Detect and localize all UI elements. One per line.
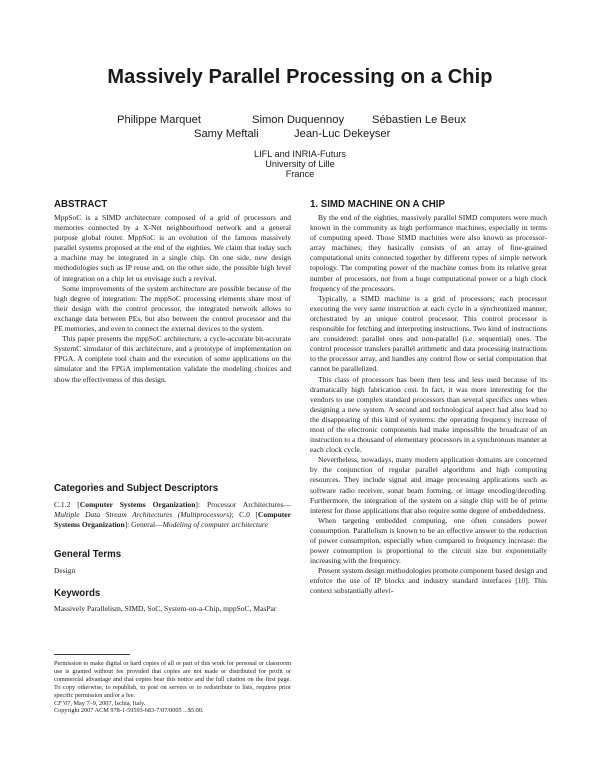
category-subject: Multiple Data Stream Architectures (Multiprocessors): [54, 510, 232, 520]
section-paragraph: This class of processors has been then less and less used because of its dramatically high fabrication cost. In fact, it was more interesting for the vendors to use complex standard processors than several specifics ones when designing a new system. A second and technological aspect had also lead to the disappearing of this kind of systems: the operating frequency increase of most of the electronic components had make impossible the broadcast of an instruction to a thousand of elementary processors in a synchronous manner at each clock cycle.: [310, 374, 547, 455]
conference-line: [54, 700, 291, 708]
general-terms-heading: General Terms: [54, 549, 122, 560]
section-paragraph: Nevertheless, nowadays, many modern application domains are concerned by the conjunction of regular parallel algorithms and high computing resources. They include signal and image processing applications such as software radio receiver, sonar beam forming, or image encoding/decoding. Furthermore, the integration of the system on a single chip will be of prime interest for those applications that also require some degree of embeddedness.: [310, 455, 547, 515]
permission-block: [54, 660, 291, 715]
category-text: ]: Processor Architectures—: [195, 500, 291, 509]
conference-name: CF’07,: [54, 699, 72, 707]
conference-details: May 7–9, 2007, Ischia, Italy.: [71, 699, 146, 707]
section-paragraph: By the end of the eighties, massively parallel SIMD computers were much known in the community as high performance machines, especially in terms of computing speed. Those SIMD machines were also known as processor-array machines; they basically consists of an array of fine-grained computational units connected together by different types of simple network topology. The computing power of the machine comes from its relative great number of processors, not from a huge computational power or a high clock frequency of the processors.: [310, 213, 547, 293]
footnote-rule: [54, 654, 130, 655]
paper-title: Massively Parallel Processing on a Chip: [107, 66, 493, 88]
categories-body: [54, 500, 291, 530]
category-code: ; C.0 [: [231, 510, 258, 520]
author-3: Sébastien Le Beux: [372, 114, 466, 126]
category-name: Computer Systems Organization: [79, 500, 196, 509]
categories-heading: Categories and Subject Descriptors: [54, 483, 219, 494]
category-text: ]: General—: [124, 520, 163, 530]
section-paragraph: Typically, a SIMD machine is a grid of processors; each processor executing the very same instruction at each cycle in a synchronized manner, orchestrated by an unique control processor. This control processor is responsible for fetching and interpreting instructions. Two kind of instructions are considered: parallel ones and non-parallel (i.e. sequential) ones. The control processor transfers parallel arithmetic and data processing instructions to the processor array, and handles any control flow or serial computation that cannot be parallelized.: [310, 293, 547, 374]
keywords-heading: Keywords: [54, 588, 101, 599]
section-paragraph: Present system design methodologies promote component based design and enforce the use of IP blocks and industry standard interfaces [10]. This context substantially allevi-: [310, 566, 547, 596]
category-subject: Modeling of computer architecture: [162, 520, 268, 530]
keywords-text: Massively Parallelism, SIMD, SoC, System-on-a-Chip, mppSoC, MasPar: [54, 604, 277, 613]
category-name: Computer Systems Organization: [54, 510, 292, 530]
author-4: Samy Meftali: [194, 128, 259, 140]
abstract-paragraph: Some improvements of the system architecture are possible because of the high degree of integration: The mppSoC processing elements share most of their design with the control processor, the integrated network allows to exchange data between PEs, but also between the control processor and the PE memories, and even to connect the external devices to the system.: [54, 283, 291, 334]
general-terms-text: Design: [54, 566, 76, 575]
author-5: Jean-Luc Dekeyser: [294, 128, 391, 140]
abstract-heading: ABSTRACT: [54, 199, 108, 210]
section-1-body: [310, 213, 547, 597]
author-1: Philippe Marquet: [117, 114, 201, 126]
author-2: Simon Duquennoy: [252, 114, 345, 126]
abstract-paragraph: MppSoC is a SIMD architecture composed of a grid of processors and memories connected by a X-Net neighbourhood network and a general purpose global router. MppSoC is an evolution of the famous massively parallel systems proposed at the end of the eighties. We claim that today such a machine may be integrated in a single chip. On one side, new design methodologies such as IP reuse and, on the other side, the possible high level of integration on a chip let us envisage such a revival.: [54, 213, 291, 283]
category-code: C.1.2 [: [54, 500, 80, 509]
affiliation-line-2: University of Lille: [265, 159, 335, 169]
abstract-body: [54, 213, 291, 385]
copyright-line: Copyright 2007 ACM 978-1-59593-683-7/07/0005 ...$5.00.: [54, 707, 204, 715]
abstract-paragraph: This paper presents the mppSoC architecture, a cycle-accurate bit-accurate SystemC simulator of this architecture, and a prototype of implementation on FPGA. A complete tool chain and the execution of some applications on the simulator and the FPGA implementation validate the modeling choices and show the effectiveness of this design.: [54, 334, 291, 384]
section-paragraph: When targeting embedded computing, one often considers power consumption. Parallelism is known to be an effective answer to the reduction of power consumption, especially when compared to frequency increase: the power consumption is proportional to the circuit size but exponentially increasing with the frequency.: [310, 515, 547, 566]
affiliation-line-3: France: [285, 169, 315, 179]
section-1-heading: 1. SIMD MACHINE ON A CHIP: [310, 199, 445, 210]
permission-text: Permission to make digital or hard copies of all or part of this work for personal or classroom use is granted without fee provided that copies are not made or distributed for profit or commercial advantage and that copies bear this notice and the full citation on the first page. To copy otherwise, to republish, to post on servers or to redistribute to lists, requires prior specific permission and/or a fee.: [54, 660, 291, 699]
affiliation-line-1: LIFL and INRIA-Futurs: [253, 149, 347, 159]
